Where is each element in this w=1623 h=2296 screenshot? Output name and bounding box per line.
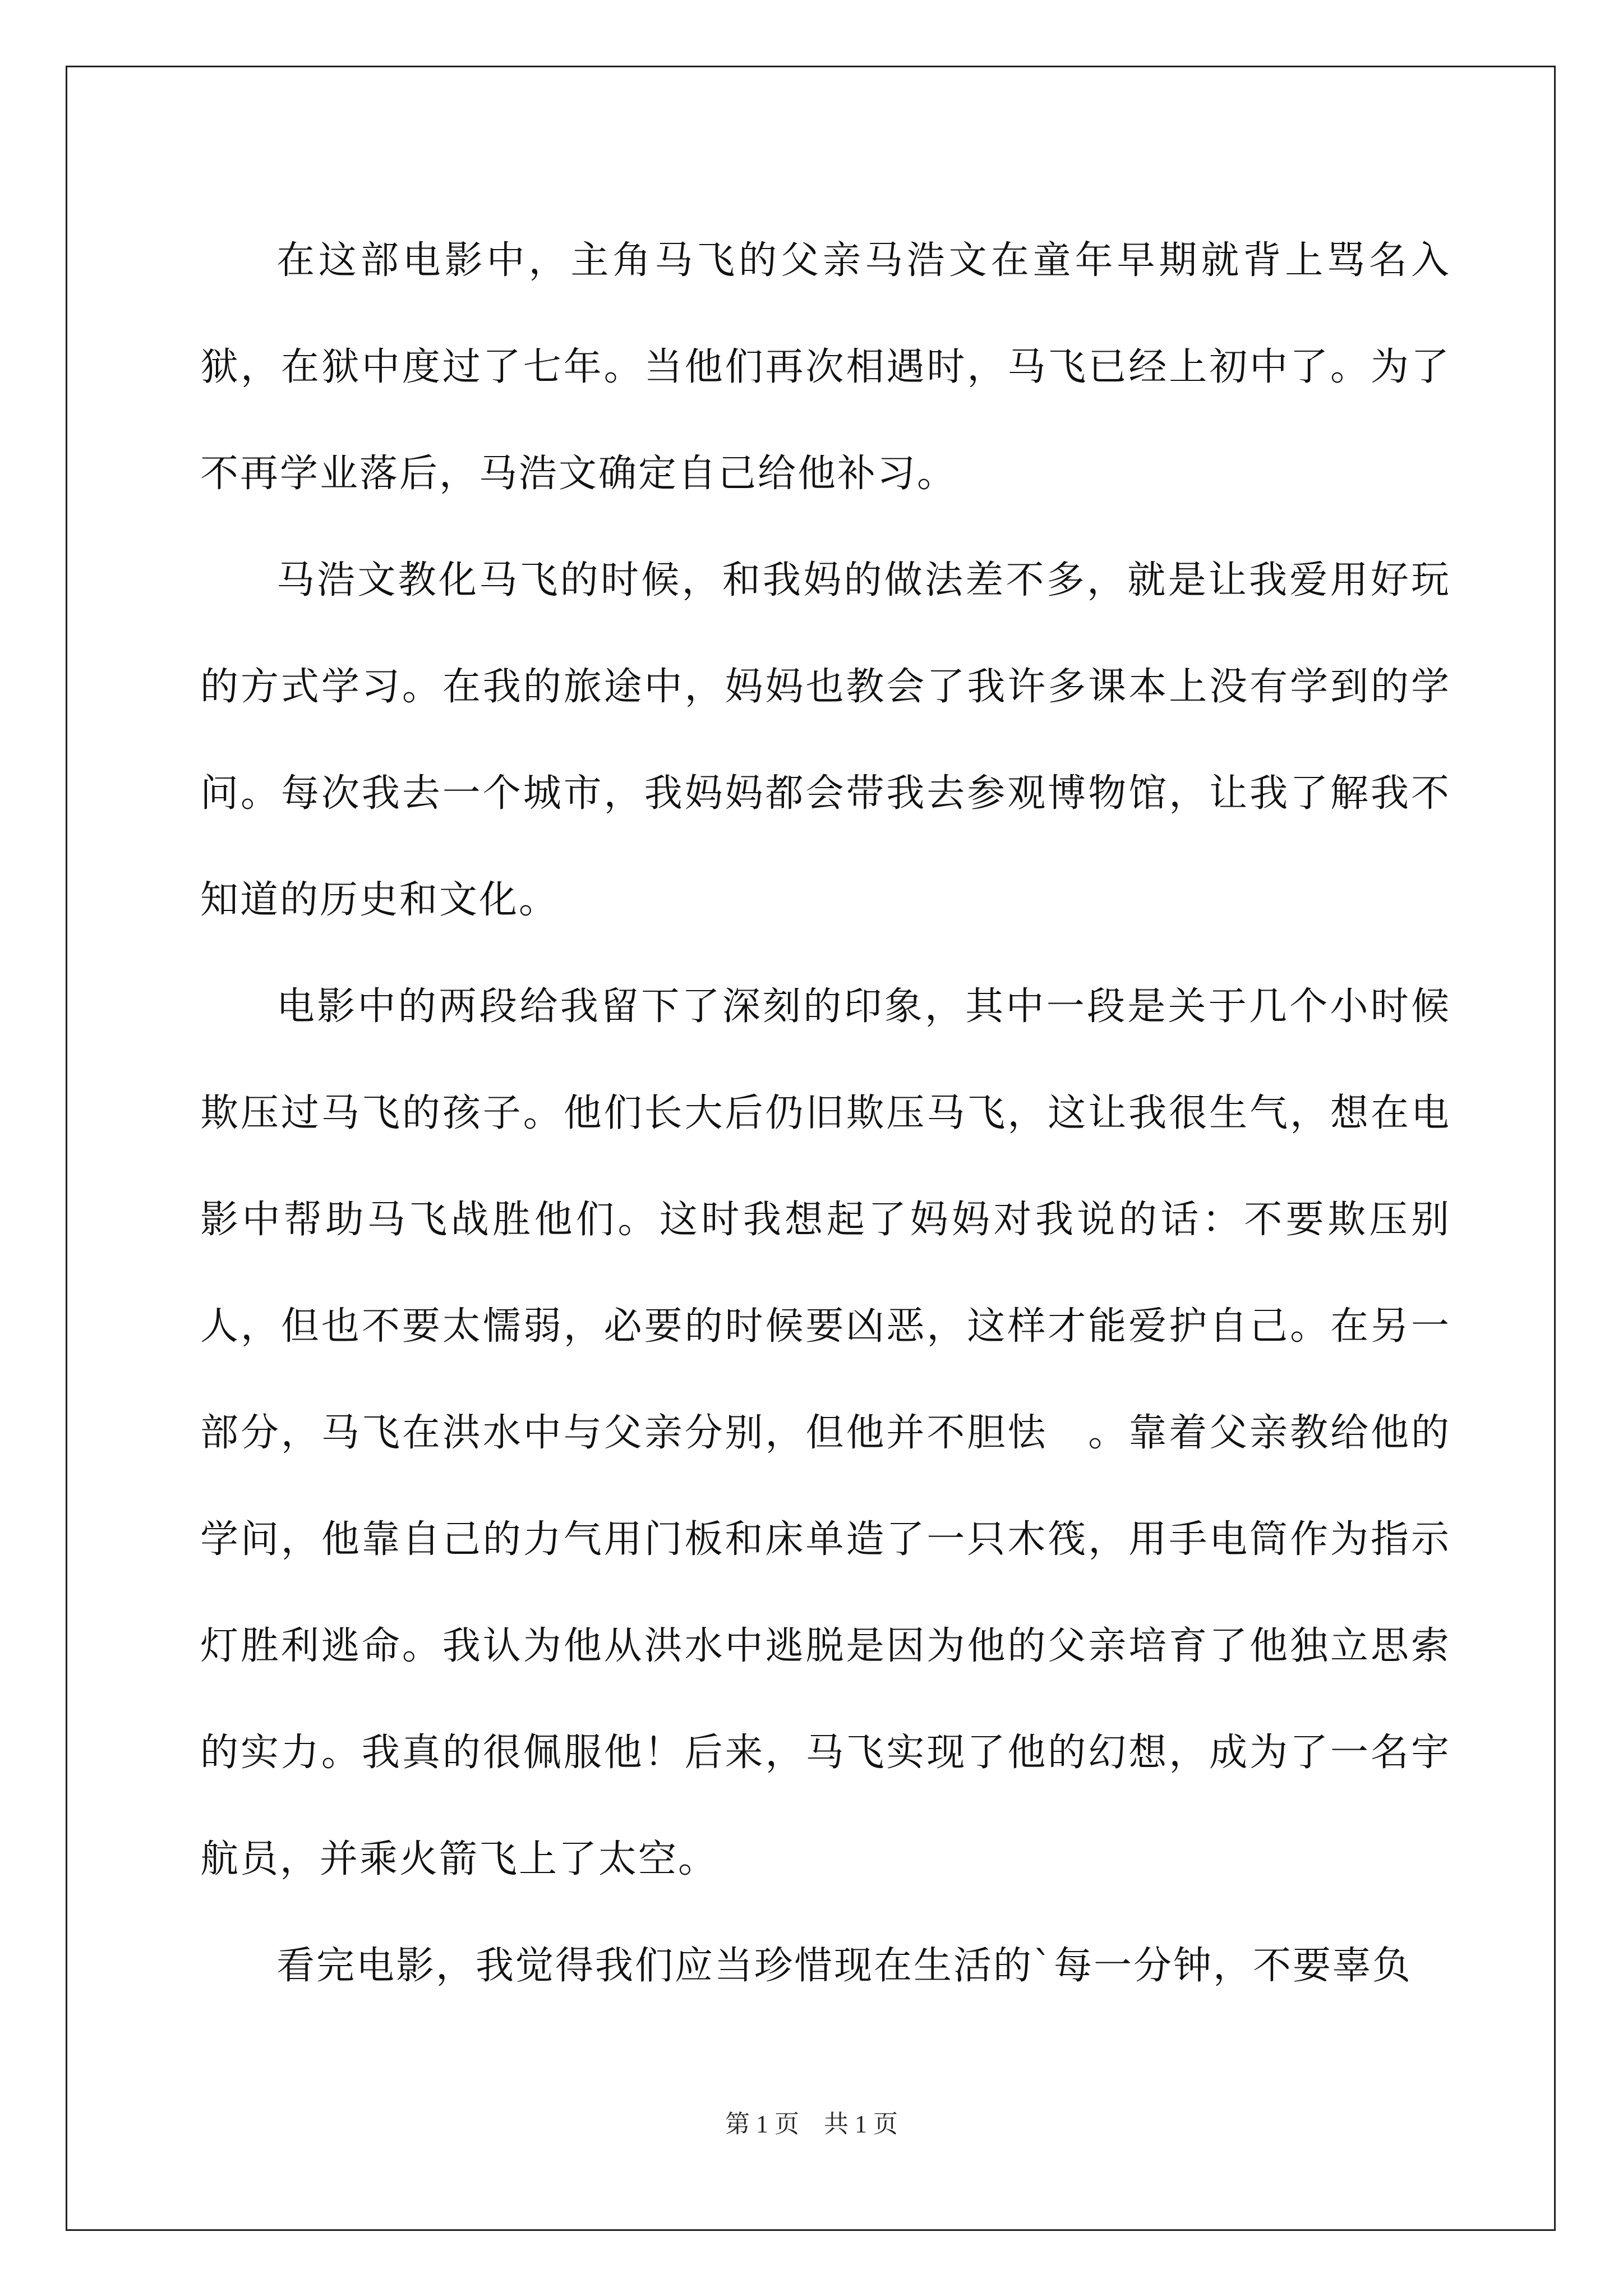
page-number-footer: 第 1 页 共 1 页 <box>725 2110 898 2138</box>
paragraph: 马浩文教化马飞的时候，和我妈的做法差不多，就是让我爱用好玩的方式学习。在我的旅途中，妈妈也教会了我许多课本上没有学到的学问。每次我去一个城市，我妈妈都会带我去参观博物馆，让我了解我不知道的历史和文化。 <box>200 558 1451 922</box>
paragraph: 电影中的两段给我留下了深刻的印象，其中一段是关于几个小时候欺压过马飞的孩子。他们长大后仍旧欺压马飞，这让我很生气，想在电影中帮助马飞战胜他们。这时我想起了妈妈对我说的话：不要欺压别人，但也不要太懦弱，必要的时候要凶恶，这样才能爱护自己。在另一部分，马飞在洪水中与父亲分别，但他并不胆怯 。靠着父亲教给他的学问，他靠自己的力气用门板和床单造了一只木筏，用手电筒作为指示灯胜利逃命。我认为他从洪水中逃脱是因为他的父亲培育了他独立思索的实力。我真的很佩服他！后来，马飞实现了他的幻想，成为了一名宇航员，并乘火箭飞上了太空。 <box>200 984 1451 1881</box>
paragraph: 看完电影，我觉得我们应当珍惜现在生活的`每一分钟，不要辜负 <box>276 1944 1413 1988</box>
paragraph: 在这部电影中，主角马飞的父亲马浩文在童年早期就背上骂名入狱，在狱中度过了七年。当他们再次相遇时，马飞已经上初中了。为了不再学业落后，马浩文确定自己给他补习。 <box>200 238 1451 496</box>
document-body <box>200 208 1451 2019</box>
